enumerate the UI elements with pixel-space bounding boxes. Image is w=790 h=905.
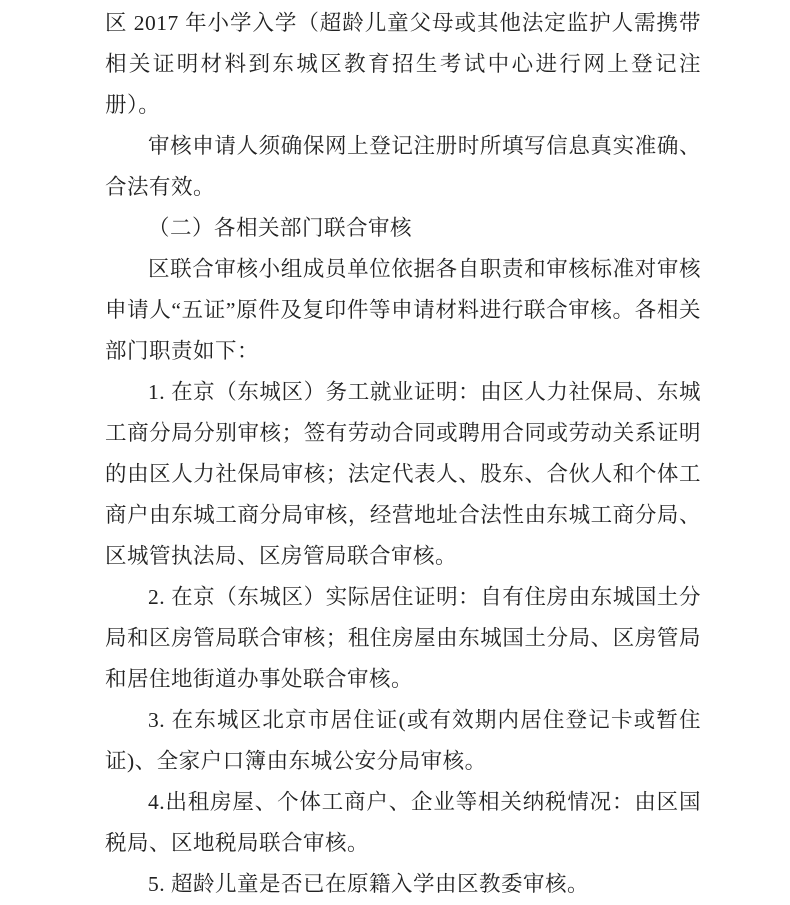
paragraph-body: 审核申请人须确保网上登记注册时所填写信息真实准确、合法有效。 (105, 134, 701, 199)
list-item-4: 4.出租房屋、个体工商户、企业等相关纳税情况：由区国税局、区地税局联合审核。 (105, 790, 701, 855)
list-item-2: 2. 在京（东城区）实际居住证明：自有住房由东城国土分局和区房管局联合审核；租住房屋由东城国土分局、区房管局和居住地街道办事处联合审核。 (105, 585, 701, 691)
paragraph-continuation: 区 2017 年小学入学（超龄儿童父母或其他法定监护人需携带相关证明材料到东城区教育招生考试中心进行网上登记注册）。 (105, 11, 701, 117)
section-heading: （二）各相关部门联合审核 (148, 216, 413, 240)
paragraph-body: 区联合审核小组成员单位依据各自职责和审核标准对审核申请人“五证”原件及复印件等申请材料进行联合审核。各相关部门职责如下： (105, 257, 701, 363)
list-item-3: 3. 在东城区北京市居住证(或有效期内居住登记卡或暂住证)、全家户口簿由东城公安分局审核。 (105, 708, 701, 773)
list-item-1: 1. 在京（东城区）务工就业证明：由区人力社保局、东城工商分局分别审核；签有劳动合同或聘用合同或劳动关系证明的由区人力社保局审核；法定代表人、股东、合伙人和个体工商户由东城工商分局审核，经营地址合法性由东城工商分局、区城管执法局、区房管局联合审核。 (105, 380, 701, 568)
document-text-block (105, 3, 701, 905)
list-item-5: 5. 超龄儿童是否已在原籍入学由区教委审核。 (148, 872, 590, 896)
